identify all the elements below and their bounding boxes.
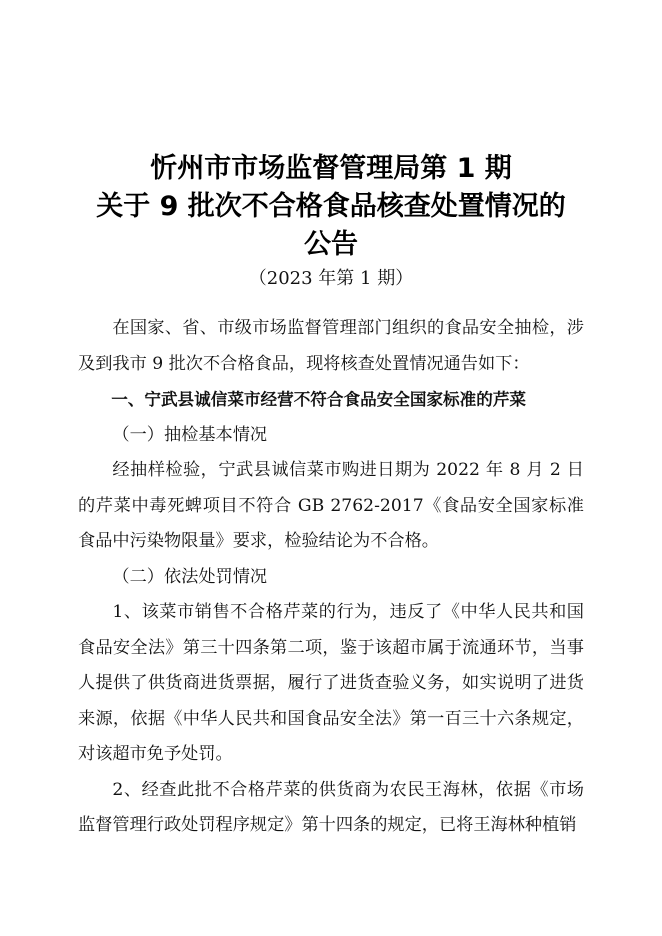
subsection-2-heading: （二）依法处罚情况 <box>112 566 268 587</box>
item-2-paragraph: 2、经查此批不合格芹菜的供货商为农民王海林，依据《市场监督管理行政处罚程序规定》第十四条的规定，已将王海林种植销 <box>78 779 584 835</box>
document-title-line-1: 忻州市市场监督管理局第 1 期 <box>150 153 512 184</box>
document-issue-number: （2023 年第 1 期） <box>248 268 414 289</box>
section-1-heading: 一、宁武县诚信菜市经营不符合食品安全国家标准的芹菜 <box>111 390 527 409</box>
item-1-paragraph: 1、该菜市销售不合格芹菜的行为，违反了《中华人民共和国食品安全法》第三十四条第二项，鉴于该超市属于流通环节，当事人提供了供货商进货票据，履行了进货查验义务，如实说明了进货来源，依据《中华人民共和国食品安全法》第一百三十六条规定，对该超市免予处罚。 <box>78 602 584 764</box>
intro-paragraph: 在国家、省、市级市场监督管理部门组织的食品安全抽检，涉及到我市 9 批次不合格食品，现将核查处置情况通告如下： <box>78 318 584 374</box>
document-body <box>78 311 584 844</box>
document-title-line-2: 关于 9 批次不合格食品核查处置情况的 <box>96 191 566 222</box>
document-title-line-3: 公告 <box>304 229 358 260</box>
subsection-1-heading: （一）抽检基本情况 <box>112 424 268 445</box>
subsection-1-paragraph: 经抽样检验，宁武县诚信菜市购进日期为 2022 年 8 月 2 日的芹菜中毒死蜱项目不符合 GB 2762-2017《食品安全国家标准食品中污染物限量》要求，检验结论为不合格。 <box>78 460 584 551</box>
